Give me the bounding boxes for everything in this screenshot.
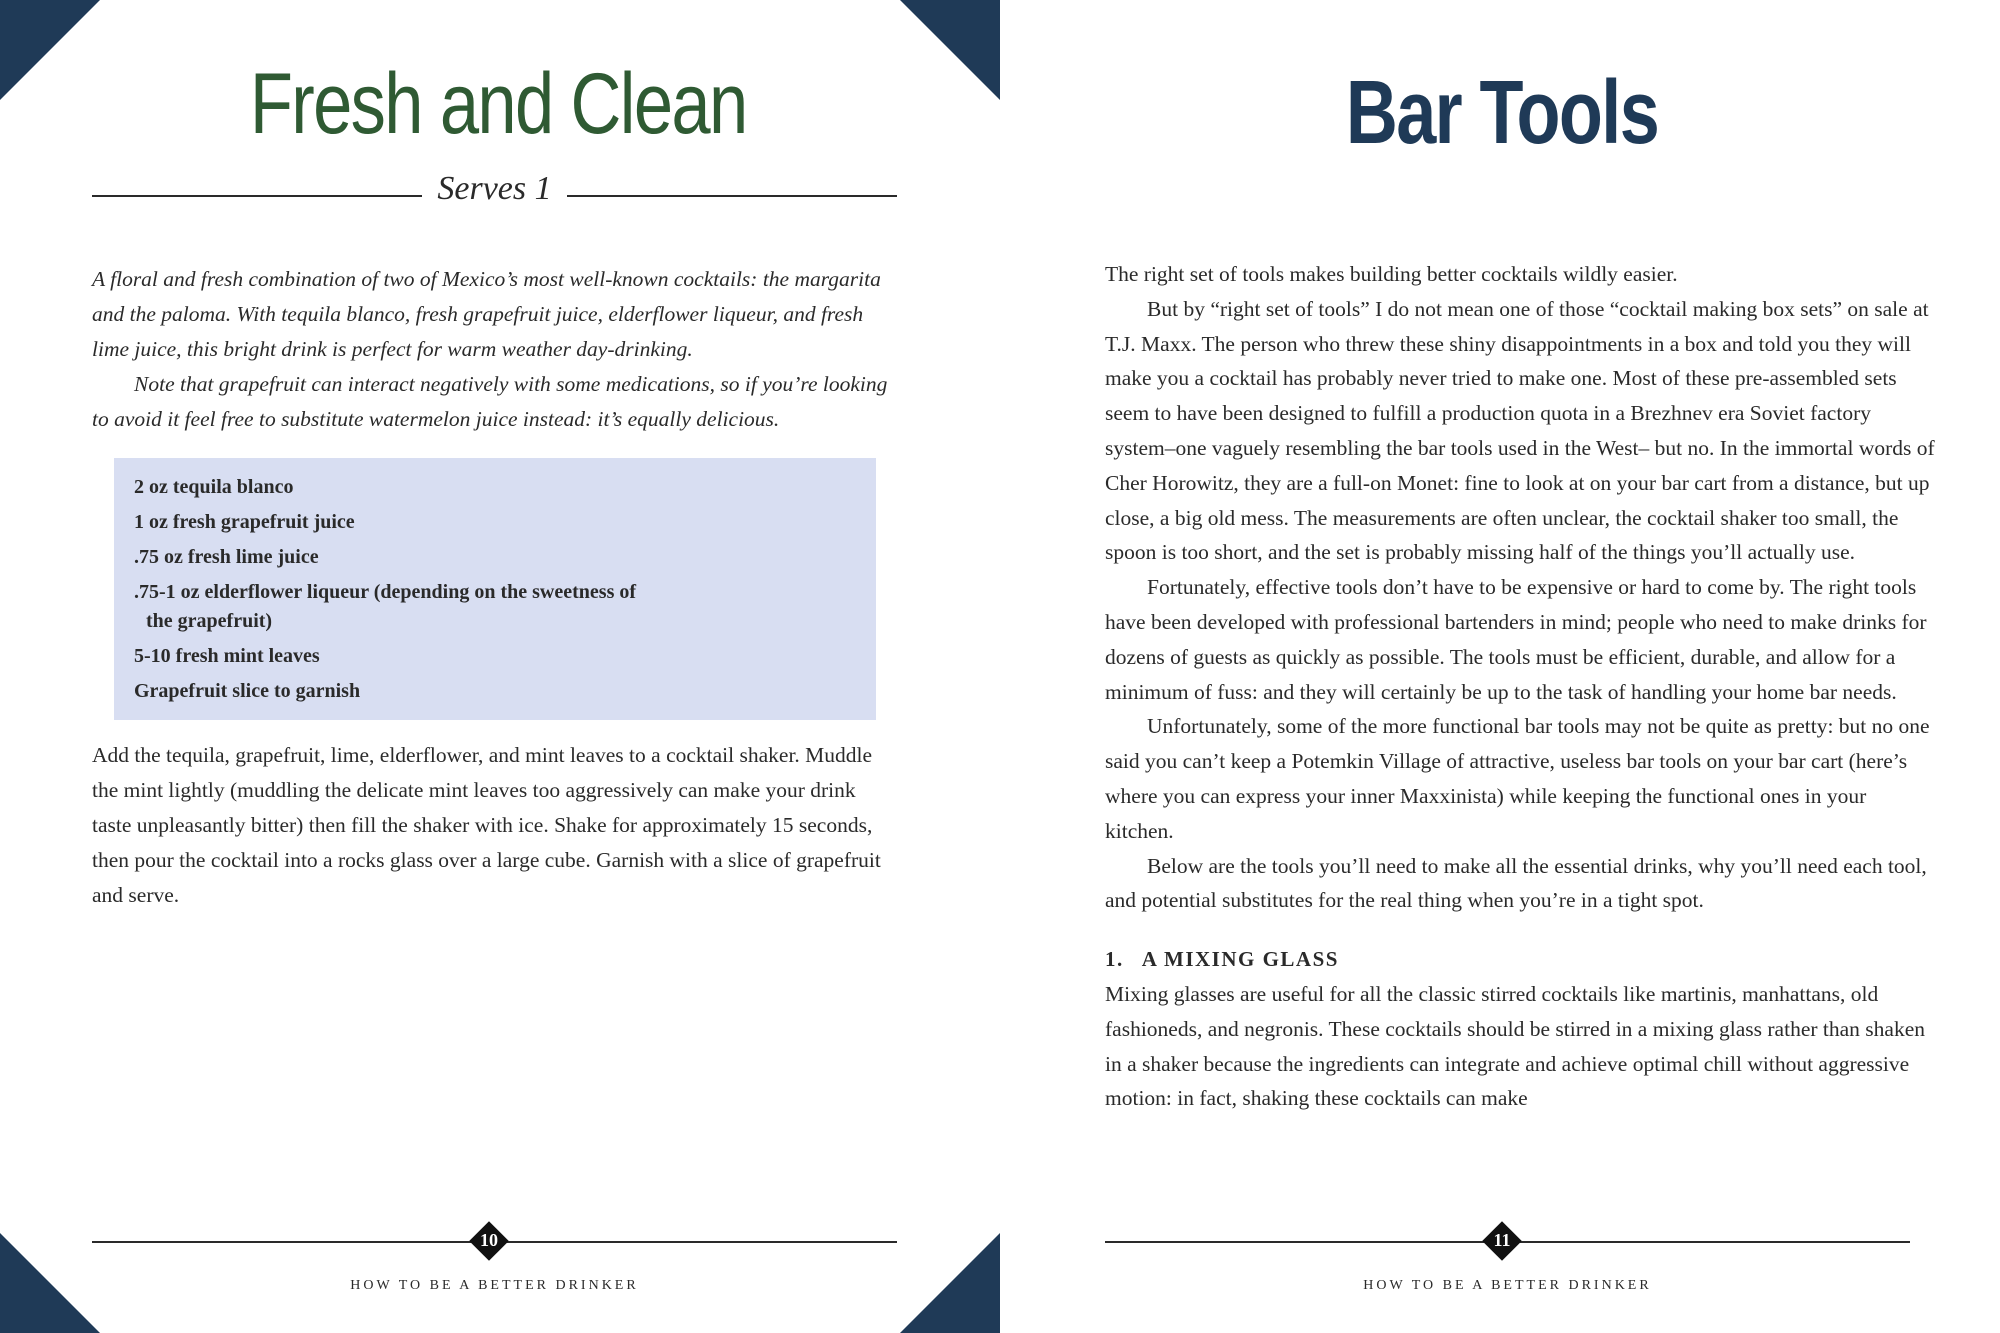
corner-decoration-bottom-left — [0, 1233, 100, 1333]
recipe-intro — [92, 262, 892, 437]
intro-paragraph: Note that grapefruit can interact negatively with some medications, so if you’re looking to avoid it feel free to substitute watermelon juice instead: it’s equally delicious. — [92, 372, 888, 431]
recipe-method: Add the tequila, grapefruit, lime, elderflower, and mint leaves to a cocktail shaker. Muddle the mint lightly (muddling the delicate mint leaves too aggressively can make your drink taste unpleasantly bitter) then fill the shaker with ice. Shake for approximately 15 seconds, then pour the cocktail into a rocks glass over a large cube. Garnish with a slice of grapefruit and serve. — [92, 743, 881, 907]
section-title: A MIXING GLASS — [1141, 947, 1339, 972]
corner-decoration-top-right — [900, 0, 1000, 100]
body-paragraph: Below are the tools you’ll need to make all the essential drinks, why you’ll need each tool, and potential substitutes for the real thing when you’re in a tight spot. — [1105, 853, 1927, 913]
folio-left — [92, 1222, 897, 1262]
ingredients-box — [114, 458, 876, 720]
body-paragraph: Unfortunately, some of the more functional bar tools may not be quite as pretty: but no one said you can’t keep a Potemkin Village of attractive, useless bar tools on your bar cart (here’s where you can express your inner Maxxinista) while keeping the functional ones in your kitchen. — [1105, 714, 1930, 843]
body-paragraph: But by “right set of tools” I do not mean one of those “cocktail making box sets” on sale at T.J. Maxx. The person who threw these shiny disappointments in a box and told you they will make you a cocktail has probably never tried to make one. Most of these pre-assembled sets seem to have been designed to fulfill a production quota in a Brezhnev era Soviet factory system–one vaguely resembling the bar tools used in the West– but no. In the immortal words of Cher Horowitz, they are a full-on Monet: fine to look at on your bar cart from a distance, but up close, a big old mess. The measurements are often unclear, the cocktail shaker too small, the spoon is too short, and the set is probably missing half of the things you’ll actually use. — [1105, 296, 1935, 565]
serves-label: Serves 1 — [437, 170, 552, 207]
corner-decoration-bottom-right — [900, 1233, 1000, 1333]
intro-paragraph: A floral and fresh combination of two of Mexico’s most well-known cocktails: the margarita and the paloma. With tequila blanco, fresh grapefruit juice, elderflower liqueur, and fresh lime juice, this bright drink is perfect for warm weather day-drinking. — [92, 267, 881, 361]
recipe-title: Fresh and Clean — [249, 56, 747, 152]
running-footer: HOW TO BE A BETTER DRINKER — [350, 1278, 639, 1293]
folio-right — [1105, 1222, 1910, 1262]
corner-decoration-top-left — [0, 0, 100, 100]
page-number: 10 — [480, 1230, 498, 1250]
ingredient-item: Grapefruit slice to garnish — [134, 680, 361, 702]
serves-rule-right — [567, 195, 897, 197]
ingredient-item: 2 oz tequila blanco — [134, 476, 294, 498]
running-footer: HOW TO BE A BETTER DRINKER — [1363, 1278, 1652, 1293]
serves-row — [92, 170, 897, 220]
body-paragraph: The right set of tools makes building better cocktails wildly easier. — [1105, 262, 1678, 286]
section-paragraph: Mixing glasses are useful for all the classic stirred cocktails like martinis, manhattans, old fashioneds, and negronis. These cocktails should be stirred in a mixing glass rather than shaken in a shaker because the ingredients can integrate and achieve optimal chill without aggressive motion: in fact, shaking these cocktails can make — [1105, 981, 1925, 1111]
body-paragraph: Fortunately, effective tools don’t have to be expensive or hard to come by. The right tools have been developed with professional bartenders in mind; people who need to make drinks for dozens of guests as quickly as possible. The tools must be efficient, durable, and allow for a minimum of fuss: and they will certainly be up to the task of handling your home bar needs. — [1105, 575, 1927, 704]
ingredient-item: 5-10 fresh mint leaves — [134, 645, 320, 667]
section-heading — [1105, 942, 1935, 977]
ingredient-item: 1 oz fresh grapefruit juice — [134, 511, 355, 533]
page-number: 11 — [1493, 1230, 1511, 1250]
ingredient-item: .75-1 oz elderflower liqueur (depending on the sweetness of the grapefruit) — [134, 581, 637, 632]
chapter-title: Bar Tools — [1345, 63, 1659, 163]
right-page — [1000, 0, 2000, 1333]
ingredients-list — [134, 473, 856, 706]
section-number: 1. — [1105, 947, 1124, 972]
ingredient-item: .75 oz fresh lime juice — [134, 546, 319, 568]
chapter-body — [1105, 257, 1935, 1116]
